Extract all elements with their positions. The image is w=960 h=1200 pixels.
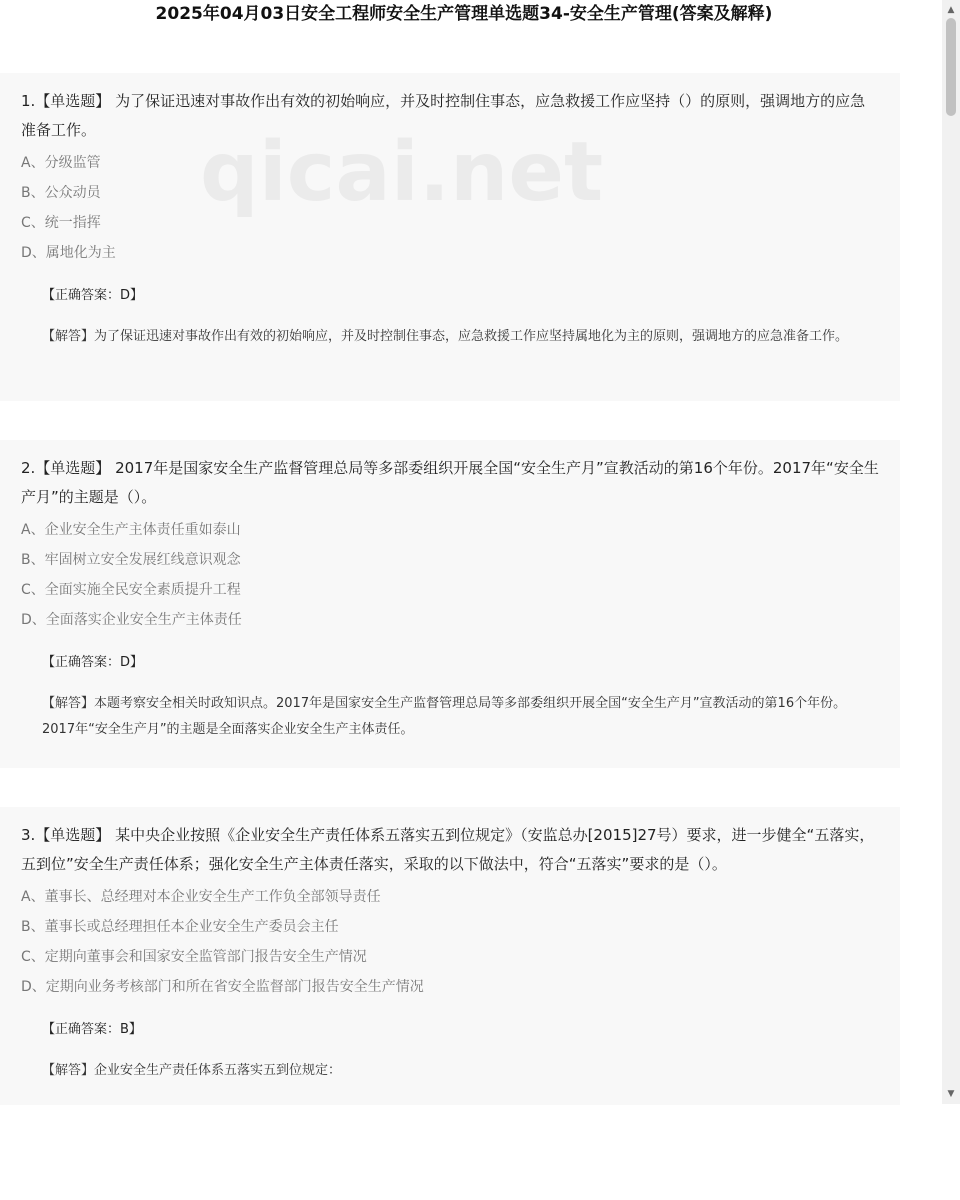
vertical-scrollbar[interactable]: [942, 0, 960, 1104]
option-list: [21, 515, 886, 635]
option-c[interactable]: C、定期向董事会和国家安全监管部门报告安全生产情况: [21, 949, 367, 965]
question-text: 1.【单选题】 为了保证迅速对事故作出有效的初始响应，并及时控制住事态，应急救援工作应坚持（）的原则，强调地方的应急准备工作。: [21, 92, 866, 139]
option-b[interactable]: B、牢固树立安全发展红线意识观念: [21, 552, 241, 568]
scrollbar-thumb[interactable]: [946, 18, 956, 116]
answer-explanation: 【解答】本题考察安全相关时政知识点。2017年是国家安全生产监督管理总局等多部委组织开展全国“安全生产月”宣教活动的第16个年份。2017年“安全生产月”的主题是全面落实企业安全生产主体责任。: [42, 696, 847, 737]
option-c[interactable]: C、统一指挥: [21, 215, 101, 231]
correct-answer: 【正确答案：D】: [42, 655, 144, 670]
option-d[interactable]: D、全面落实企业安全生产主体责任: [21, 612, 242, 628]
option-list: [21, 882, 886, 1002]
scroll-down-arrow-icon[interactable]: ▼: [947, 1089, 955, 1099]
option-b[interactable]: B、公众动员: [21, 185, 101, 201]
scroll-up-arrow-icon[interactable]: ▲: [947, 5, 955, 15]
question-card-1: [0, 73, 900, 401]
question-card-2: [0, 440, 900, 768]
answer-explanation: 【解答】为了保证迅速对事故作出有效的初始响应，并及时控制住事态，应急救援工作应坚持属地化为主的原则，强调地方的应急准备工作。: [42, 329, 849, 344]
option-a[interactable]: A、企业安全生产主体责任重如泰山: [21, 522, 241, 538]
option-list: [21, 148, 886, 268]
option-a[interactable]: A、董事长、总经理对本企业安全生产工作负全部领导责任: [21, 889, 381, 905]
correct-answer: 【正确答案：B】: [42, 1022, 142, 1037]
question-text: 2.【单选题】 2017年是国家安全生产监督管理总局等多部委组织开展全国“安全生产月”宣教活动的第16个年份。2017年“安全生产月”的主题是（）。: [21, 459, 879, 506]
option-c[interactable]: C、全面实施全民安全素质提升工程: [21, 582, 241, 598]
option-d[interactable]: D、定期向业务考核部门和所在省安全监督部门报告安全生产情况: [21, 979, 424, 995]
answer-explanation: 【解答】企业安全生产责任体系五落实五到位规定：: [42, 1063, 342, 1078]
question-text: 3.【单选题】 某中央企业按照《企业安全生产责任体系五落实五到位规定》（安监总办[2015]27号）要求，进一步健全“五落实，五到位”安全生产责任体系；强化安全生产主体责任落实，采取的以下做法中，符合“五落实”要求的是（）。: [21, 826, 875, 873]
watermark: qicai.net: [200, 125, 604, 220]
question-card-3: [0, 807, 900, 1105]
option-d[interactable]: D、属地化为主: [21, 245, 116, 261]
option-a[interactable]: A、分级监管: [21, 155, 101, 171]
correct-answer: 【正确答案：D】: [42, 288, 144, 303]
option-b[interactable]: B、董事长或总经理担任本企业安全生产委员会主任: [21, 919, 339, 935]
page-title: 2025年04月03日安全工程师安全生产管理单选题34-安全生产管理(答案及解释): [155, 4, 773, 24]
